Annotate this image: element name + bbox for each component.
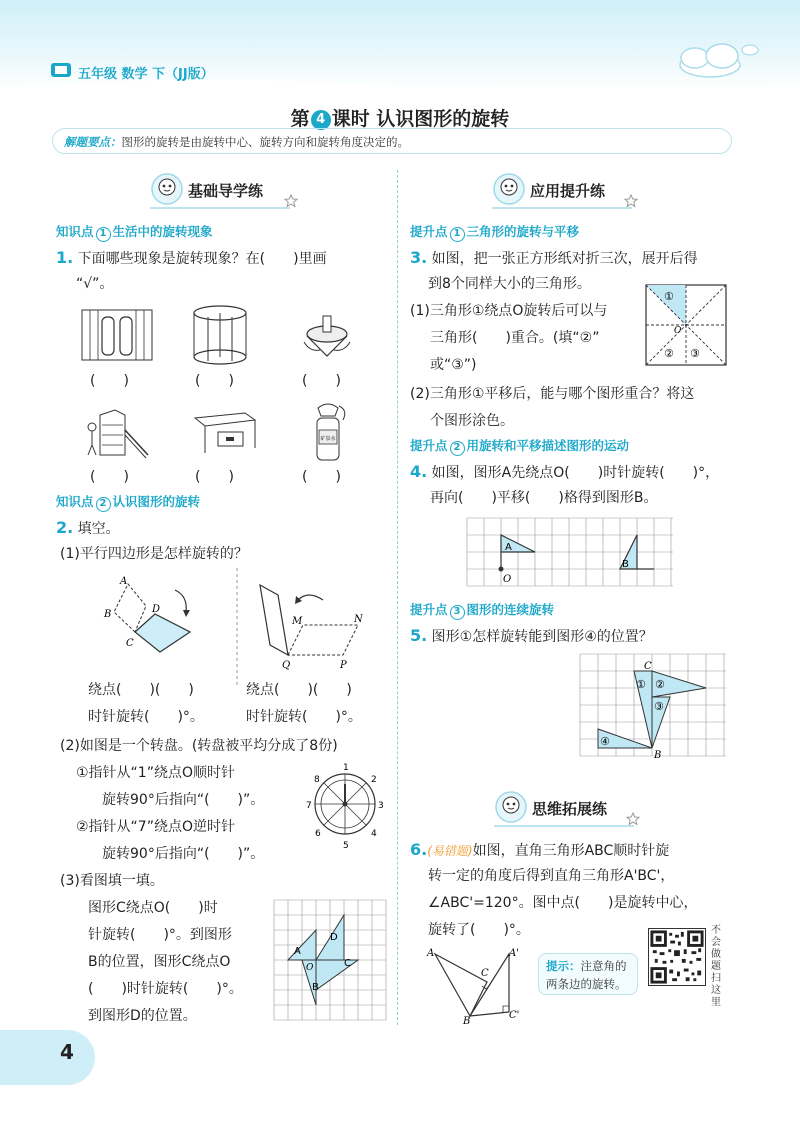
- dial-num-2: 2: [371, 775, 377, 785]
- tp2-label: 提升点: [410, 438, 448, 453]
- section-underline: [492, 206, 632, 210]
- hint-key: 提示：: [546, 959, 581, 973]
- qr-code[interactable]: [648, 928, 706, 986]
- answer-paren-4[interactable]: ( ): [90, 469, 129, 485]
- q5-grid-figure: [578, 652, 728, 762]
- q5-num: 5.: [410, 626, 428, 645]
- kp2-num: 2: [96, 497, 111, 512]
- knowledge-point-2: [56, 492, 200, 512]
- q4-label-a: A: [505, 542, 512, 553]
- fig-label-n: N: [354, 614, 363, 625]
- kp1-text: 生活中的旋转现象: [112, 224, 213, 239]
- figure-divider: [236, 568, 238, 686]
- fig-label-m: M: [292, 616, 303, 627]
- child-on-slide-picture: [80, 405, 150, 460]
- hint-line1: 注意角的: [580, 959, 627, 973]
- q6-line3: ∠ABC'=120°。图中点( )是旋转中心，: [428, 895, 698, 911]
- revolving-gate-picture: [80, 305, 155, 365]
- improve-point-2: [410, 436, 629, 456]
- grid-label-a: A: [294, 946, 301, 957]
- dial-num-3: 3: [378, 801, 384, 811]
- grid-label-c: C: [344, 958, 351, 969]
- tip-body: 图形的旋转是由旋转中心、旋转方向和旋转角度决定的。: [121, 135, 409, 149]
- q2-2-b2: 旋转90°后指向“( )”。: [102, 846, 265, 862]
- fig-label-p: P: [340, 660, 347, 671]
- q6-line2: 转一定的角度后得到直角三角形A'BC'，: [428, 868, 675, 884]
- square-label-3: ③: [690, 347, 700, 360]
- fig-label-c: C: [126, 638, 134, 649]
- mascot-icon: [494, 790, 528, 824]
- answer-paren-6[interactable]: ( ): [302, 469, 341, 485]
- q5-label-b: B: [654, 750, 662, 761]
- fig-label-q: Q: [282, 660, 291, 671]
- q3-1-line1: (1)三角形①绕点O旋转后可以与: [410, 303, 608, 319]
- q2-num: 2.: [56, 518, 74, 537]
- bottle-label: 矿泉水: [320, 436, 336, 442]
- fig-label-b: B: [104, 609, 112, 620]
- answer-paren-5[interactable]: ( ): [195, 469, 234, 485]
- section-title-basic: 基础导学练: [188, 182, 264, 200]
- q2-1-left-a: 绕点( )( ): [88, 682, 194, 698]
- q5-label-c: C: [644, 661, 652, 672]
- kp2-label: 知识点: [56, 494, 94, 509]
- folded-square-figure: [644, 283, 728, 367]
- dial-num-5: 5: [343, 841, 349, 851]
- square-label-o: O: [674, 326, 682, 336]
- tip-key: 解题要点：: [64, 135, 122, 149]
- hint-line2: 两条边的旋转。: [546, 977, 627, 991]
- book-label: 五年级 数学 下（JJ版）: [78, 67, 214, 82]
- q6-label-b: B: [463, 1016, 471, 1026]
- q5-label-1: ①: [636, 678, 646, 691]
- q6-label-a-prime: A': [509, 948, 519, 959]
- q2-1-right-a: 绕点( )( ): [246, 682, 352, 698]
- q2-2-text: (2)如图是一个转盘。(转盘被平均分成了8份): [60, 738, 338, 754]
- square-label-1: ①: [664, 290, 674, 303]
- answer-paren-1[interactable]: ( ): [90, 373, 129, 389]
- dial-num-8: 8: [314, 775, 320, 785]
- q4-label-b: B: [622, 559, 629, 570]
- q2-2-a2: 旋转90°后指向“( )”。: [102, 792, 265, 808]
- q1-num: 1.: [56, 248, 74, 267]
- improve-point-3: [410, 600, 554, 620]
- mascot-icon: [150, 172, 184, 206]
- q2-2-b1: ②指针从“7”绕点O逆时针: [76, 819, 235, 835]
- tp2-num: 2: [450, 441, 465, 456]
- q2-1-right-b: 时针旋转( )°。: [246, 709, 362, 725]
- q5-label-4: ④: [600, 735, 610, 748]
- dial-num-4: 4: [371, 829, 377, 839]
- q5-text: 图形①怎样旋转能到图形④的位置？: [431, 629, 653, 645]
- unscrewing-bottle-cap-picture: [303, 400, 353, 465]
- lesson-title: [0, 104, 800, 131]
- tp1-label: 提升点: [410, 224, 448, 239]
- dial-num-7: 7: [306, 801, 312, 811]
- q3-line1: [410, 244, 698, 273]
- section-underline: [494, 824, 634, 828]
- page-number: 4: [60, 1040, 74, 1064]
- lesson-suffix: 课时 认识图形的旋转: [331, 108, 510, 130]
- q6-label-a: A: [427, 948, 435, 959]
- book-logo-icon: [50, 60, 72, 80]
- page-number-tab: [0, 1030, 95, 1085]
- q2-2-a1: ①指针从“1”绕点O顺时针: [76, 765, 235, 781]
- section-title-extend: 思维拓展练: [532, 800, 608, 818]
- q4-label-o: O: [503, 574, 512, 585]
- q4-line1: [410, 458, 719, 487]
- q2-title: 填空。: [77, 521, 120, 537]
- mascot-icon: [492, 172, 526, 206]
- q3-1-line2: 三角形( )重合。(填“②”: [430, 330, 600, 346]
- grid-label-d: D: [330, 932, 338, 943]
- tp3-num: 3: [450, 605, 465, 620]
- q2-1-text: (1)平行四边形是怎样旋转的？: [60, 546, 248, 562]
- q6-triangle-figure: [425, 946, 525, 1026]
- tp3-text: 图形的连续旋转: [466, 602, 555, 617]
- q6-num: 6.: [410, 840, 428, 859]
- q3-line2: 到8个同样大小的三角形。: [428, 276, 591, 292]
- q2-title-line: [56, 514, 120, 543]
- dial-num-6: 6: [315, 829, 321, 839]
- kp2-text: 认识图形的旋转: [112, 494, 201, 509]
- kp1-num: 1: [96, 227, 111, 242]
- section-underline: [150, 206, 290, 210]
- q5-label-3: ③: [654, 700, 664, 713]
- fig-label-d: D: [152, 604, 161, 615]
- q4-grid-figure: [465, 516, 675, 588]
- q6-line1: [410, 836, 669, 865]
- windmill-grid-figure: [272, 898, 388, 1024]
- parallelogram-rotation-right-figure: [248, 580, 373, 675]
- spinning-top-picture: [300, 312, 355, 362]
- q4-line2: 再向( )平移( )格得到图形B。: [430, 490, 658, 506]
- qr-side-text: 不会做题扫这里: [711, 925, 721, 1008]
- q3-2-line1: (2)三角形①平移后，能与哪个图形重合？将这: [410, 386, 695, 402]
- q6-tag: (易错题): [427, 844, 473, 858]
- q2-3-line2: 针旋转( )°。到图形: [88, 927, 232, 943]
- tp1-text: 三角形的旋转与平移: [466, 224, 580, 239]
- q1-text: 下面哪些现象是旋转现象？在( )里画: [77, 251, 327, 267]
- q3-1-line3: 或“③”): [430, 357, 477, 373]
- grid-label-b: B: [312, 982, 319, 993]
- q1-line1: [56, 244, 327, 273]
- cloud-icon: [650, 30, 760, 90]
- q6-label-c-prime: C': [509, 1010, 520, 1021]
- improve-point-1: [410, 222, 579, 242]
- q4-text: 如图，图形A先绕点O( )时针旋转( )°，: [431, 465, 720, 481]
- kp1-label: 知识点: [56, 224, 94, 239]
- answer-paren-3[interactable]: ( ): [302, 373, 341, 389]
- q2-3-line1: 图形C绕点O( )时: [88, 900, 218, 916]
- revolving-door-picture: [190, 303, 250, 365]
- lesson-prefix: 第: [290, 108, 310, 130]
- drawer-picture: [190, 408, 260, 458]
- q2-3-line5: 到图形D的位置。: [88, 1008, 197, 1024]
- q2-3-line3: B的位置，图形C绕点O: [88, 954, 231, 970]
- tp3-label: 提升点: [410, 602, 448, 617]
- q3-text: 如图，把一张正方形纸对折三次，展开后得: [431, 251, 698, 267]
- section-title-apply: 应用提升练: [530, 182, 606, 200]
- q4-num: 4.: [410, 462, 428, 481]
- tp2-text: 用旋转和平移描述图形的运动: [466, 438, 630, 453]
- turntable-dial-figure: [305, 760, 385, 852]
- parallelogram-shape: [135, 614, 190, 652]
- tp1-num: 1: [450, 227, 465, 242]
- q3-2-line2: 个图形涂色。: [430, 413, 514, 429]
- q2-3-line4: ( )时针旋转( )°。: [88, 981, 243, 997]
- square-label-2: ②: [664, 347, 674, 360]
- q1-line2: “√”。: [76, 276, 114, 292]
- tip-text: [64, 134, 409, 150]
- grid-label-o: O: [306, 963, 314, 973]
- answer-paren-2[interactable]: ( ): [195, 373, 234, 389]
- q2-1-left-b: 时针旋转( )°。: [88, 709, 204, 725]
- fig-label-a: A: [120, 576, 128, 587]
- q6-text-1: 如图，直角三角形ABC顺时针旋: [472, 843, 670, 859]
- q5-line: [410, 622, 653, 651]
- hint-text: [546, 957, 627, 993]
- q2-3-text: (3)看图填一填。: [60, 873, 164, 889]
- parallelogram-rotation-left-figure: [100, 572, 230, 672]
- knowledge-point-1: [56, 222, 213, 242]
- dial-num-1: 1: [343, 763, 349, 773]
- q6-line4: 旋转了( )°。: [428, 922, 530, 938]
- column-divider: [397, 170, 398, 1025]
- lesson-number-badge: 4: [311, 110, 331, 130]
- q6-label-c: C: [481, 968, 489, 979]
- q5-label-2: ②: [655, 678, 665, 691]
- q3-num: 3.: [410, 248, 428, 267]
